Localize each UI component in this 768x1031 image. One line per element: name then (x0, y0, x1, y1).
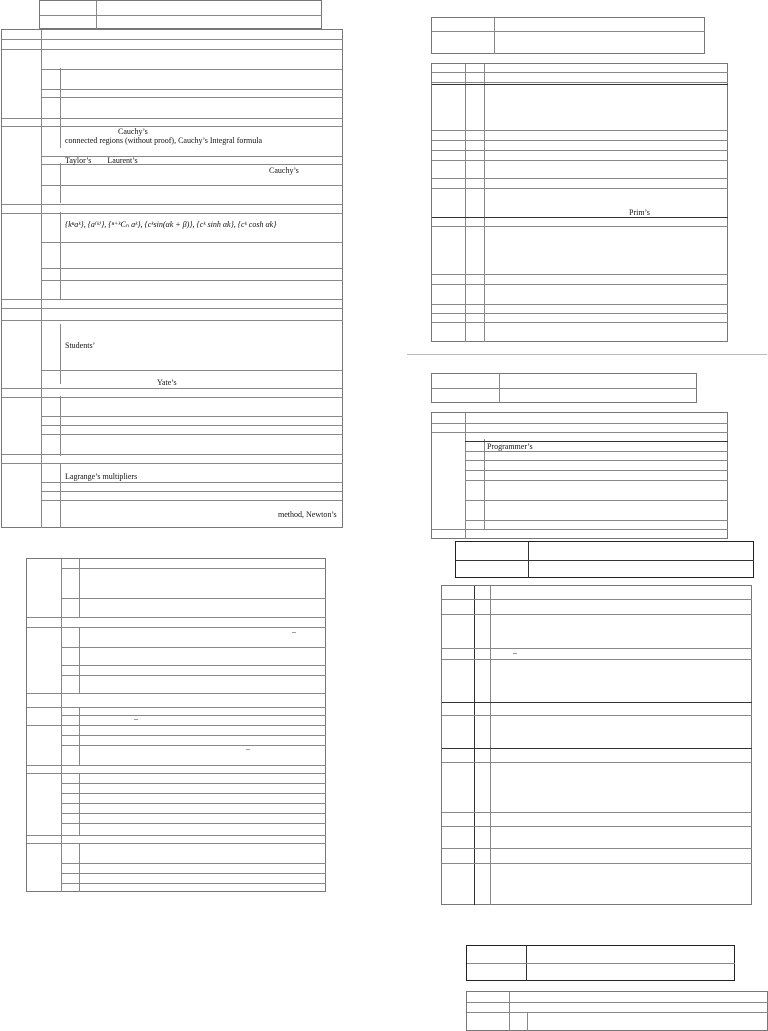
column-divider (60, 68, 61, 148)
column-divider (60, 163, 61, 203)
header-table-lower-right (455, 541, 754, 578)
dash-mark: – (246, 744, 250, 753)
dash-mark: – (513, 648, 517, 657)
syllabus-table-right-2 (431, 412, 728, 539)
cell-text-taylor-laurent: Taylor’s Laurent’s (65, 156, 138, 165)
cell-text-cauchy: Cauchy’s (118, 127, 148, 136)
cell-text-prims: Prim’s (629, 208, 650, 217)
cell-text-yates: Yate’s (157, 378, 177, 387)
column-divider (60, 463, 61, 528)
dash-mark: – (292, 627, 296, 636)
cell-text-lagrange: Lagrange’s multipliers (65, 472, 138, 481)
column-divider (60, 396, 61, 456)
header-table-top-right (431, 17, 705, 54)
syllabus-table-right-3 (441, 585, 752, 905)
column-divider (60, 212, 61, 300)
syllabus-table-right-4 (466, 991, 768, 1031)
header-table-top-left (39, 0, 322, 29)
column-divider (60, 324, 61, 384)
syllabus-table-left-2 (26, 558, 326, 892)
dash-mark: – (134, 714, 138, 723)
cell-text-cauchy-right: Cauchy’s (269, 166, 299, 175)
syllabus-table-left-1 (1, 29, 343, 528)
cell-text-connected-regions: connected regions (without proof), Cauchy’s Integral formula (65, 136, 263, 145)
section-separator (407, 354, 767, 355)
syllabus-table-right-1 (431, 63, 728, 342)
cell-text-students: Students’ (65, 341, 96, 350)
header-table-middle-right (431, 373, 697, 403)
cell-text-sequences-formula: {kⁿaᵏ}, {a⁽ᵏ⁾}, {ⁿ⁺ᵏCₙ aᵏ}, {cᵏsin(αk + β)}, {cᵏ sinh αk}, {cᵏ cosh αk} (65, 220, 277, 229)
cell-text-newton: method, Newton’s (278, 510, 337, 519)
cell-text-programmers: Programmer’s (487, 442, 533, 451)
header-table-bottom-right (466, 945, 735, 981)
